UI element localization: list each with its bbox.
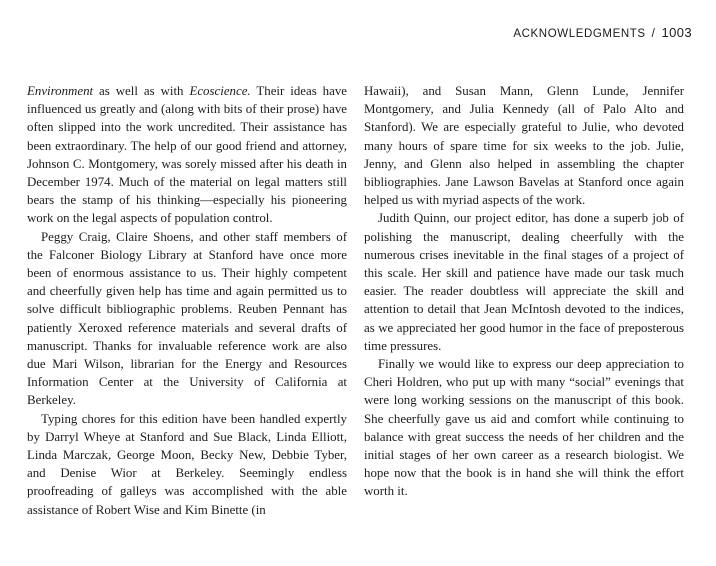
paragraph: Judith Quinn, our project editor, has done a superb job of polishing the manuscript, dealing cheerfully with the numerous crises inevitable in the final stages of a project of this scale. Her skill and patience have made our task much easier. The reader doubtless will appreciate the skill and attention to detail that Jean McIntosh devoted to the indices, as we appreciated her good humor in the face of preposterous time pressures.: [364, 211, 684, 353]
header-separator: /: [651, 28, 656, 40]
paragraph: [27, 82, 347, 228]
book-title-ecoscience: Ecoscience.: [189, 84, 251, 98]
paragraph: Typing chores for this edition have been handled expertly by Darryl Wheye at Stanford and Sue Black, Linda Elliott, Linda Marczak, George Moon, Becky New, Debbie Tyber, and Denise Wior at Berkeley. Seemingly endless proofreading of galleys was accomplished with the able assistance of Robert Wise and Kim Binette (in: [27, 411, 347, 517]
paragraph-text: Their ideas have influenced us greatly and (along with bits of their prose) have often slipped into the work uncredited. Their assistance has been extraordinary. The help of our good friend and attorney, Johnson C. Montgomery, was sorely missed after his death in December 1974. Much of the material on legal matters still bears the stamp of his thinking—especially his pioneering work on the legal aspects of population control.: [27, 84, 348, 226]
running-header: [513, 25, 692, 40]
paragraph-text: as well as with: [93, 84, 190, 98]
right-column: [364, 82, 684, 501]
page-number: 1003: [661, 25, 692, 40]
paragraph: Hawaii), and Susan Mann, Glenn Lunde, Jennifer Montgomery, and Julia Kennedy (all of Palo Alto and Stanford). We are especially grateful to Julie, who devoted many hours of spare time for six weeks to the job. Julie, Jenny, and Glenn also helped in assembling the chapter bibliographies. Jane Lawson Bavelas at Stanford once again helped us with myriad aspects of the work.: [364, 84, 684, 208]
section-title: ACKNOWLEDGMENTS: [513, 28, 646, 40]
left-column: [27, 82, 347, 519]
paragraph: Peggy Craig, Claire Shoens, and other staff members of the Falconer Biology Library at Stanford have once more been of enormous assistance to us. Their highly competent and cheerfully given help has time and again permitted us to solve difficult bibliographic problems. Reuben Pennant has patiently Xeroxed reference materials and several drafts of manuscript. Thanks for invaluable reference work are also due Mari Wilson, librarian for the Energy and Resources Information Center at the University of California at Berkeley.: [27, 229, 347, 408]
book-title-environment: Environment: [27, 84, 94, 98]
paragraph: Finally we would like to express our deep appreciation to Cheri Holdren, who put up with many “social” evenings that were long working sessions on the manuscript of this book. She cheerfully gave us aid and comfort while continuing to balance with great success the needs of her children and the initial stages of her own career as a research biologist. We hope now that the book is in hand she will think the effort worth it.: [364, 357, 684, 499]
